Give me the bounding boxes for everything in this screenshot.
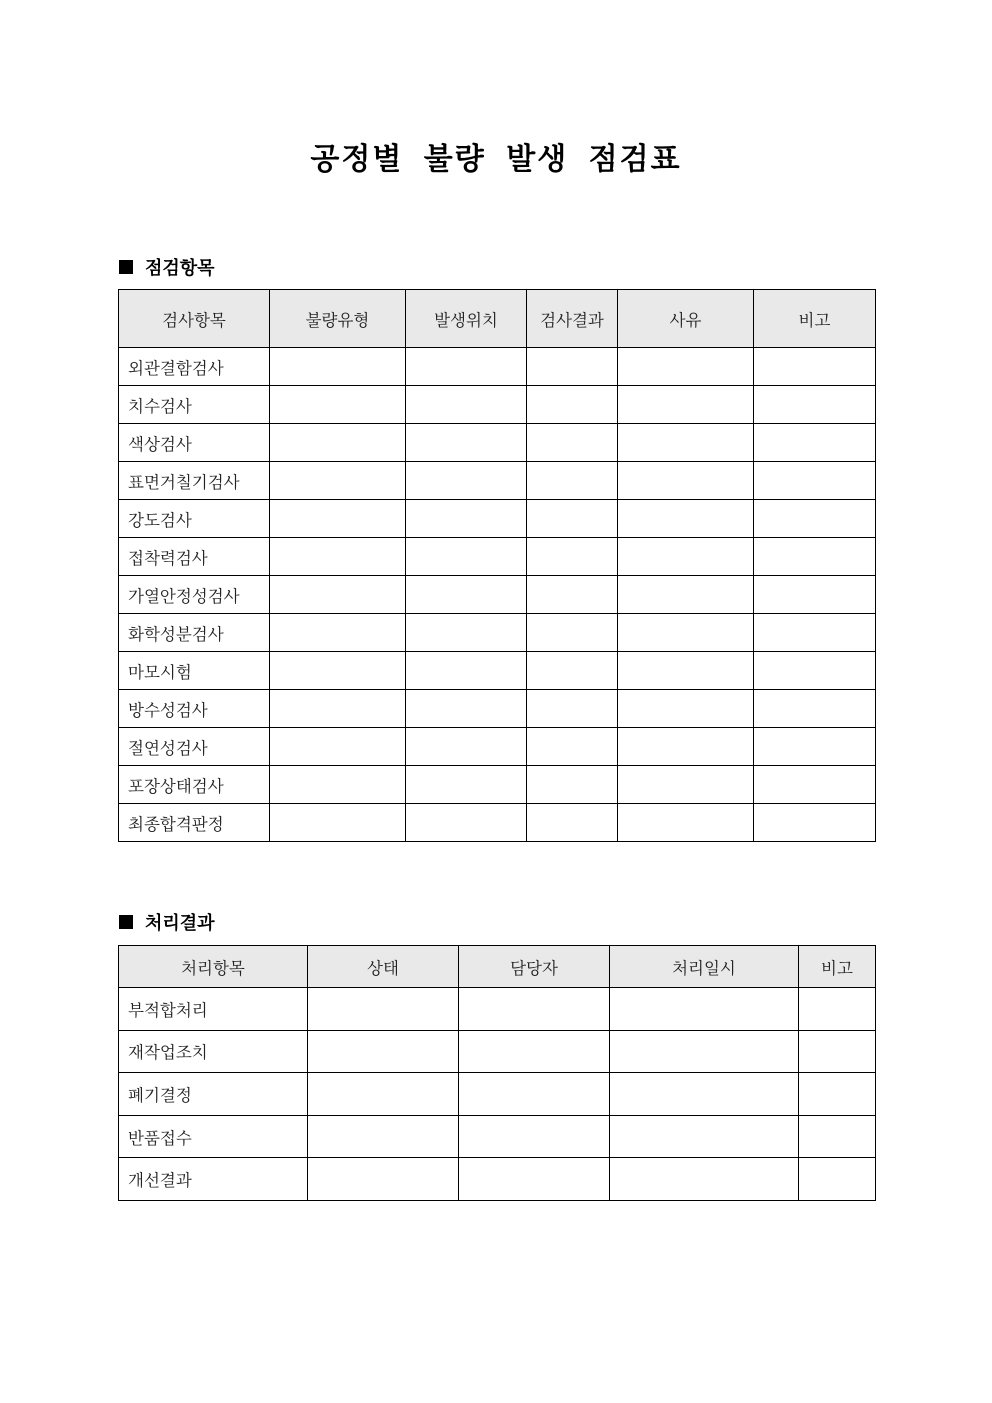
- result-cell[interactable]: [527, 386, 618, 424]
- result-cell[interactable]: [527, 500, 618, 538]
- reason-cell[interactable]: [618, 424, 754, 462]
- col-header-defect-type: 불량유형: [270, 290, 406, 348]
- inspection-item-label: 절연성검사: [119, 728, 270, 766]
- defect-type-cell[interactable]: [270, 424, 406, 462]
- inspection-item-label: 포장상태검사: [119, 766, 270, 804]
- inspection-section-heading: [119, 254, 215, 280]
- owner-cell[interactable]: [459, 1073, 610, 1116]
- table-row: [119, 1030, 876, 1073]
- datetime-cell[interactable]: [610, 1158, 799, 1201]
- process-item-label: 개선결과: [119, 1158, 308, 1201]
- inspection-item-label: 최종합격판정: [119, 804, 270, 842]
- table-row: [119, 614, 876, 652]
- defect-type-cell[interactable]: [270, 728, 406, 766]
- status-cell[interactable]: [308, 1158, 459, 1201]
- note-cell[interactable]: [754, 386, 876, 424]
- note-cell[interactable]: [754, 500, 876, 538]
- status-cell[interactable]: [308, 1115, 459, 1158]
- datetime-cell[interactable]: [610, 988, 799, 1031]
- reason-cell[interactable]: [618, 652, 754, 690]
- result-cell[interactable]: [527, 766, 618, 804]
- inspection-item-label: 접착력검사: [119, 538, 270, 576]
- note-cell[interactable]: [754, 348, 876, 386]
- location-cell[interactable]: [406, 804, 527, 842]
- owner-cell[interactable]: [459, 988, 610, 1031]
- location-cell[interactable]: [406, 462, 527, 500]
- processing-section-heading: [119, 909, 215, 935]
- table-row: [119, 1158, 876, 1201]
- table-row: [119, 652, 876, 690]
- note-cell[interactable]: [754, 766, 876, 804]
- defect-type-cell[interactable]: [270, 500, 406, 538]
- defect-type-cell[interactable]: [270, 614, 406, 652]
- inspection-item-label: 가열안정성검사: [119, 576, 270, 614]
- inspection-item-label: 방수성검사: [119, 690, 270, 728]
- result-cell[interactable]: [527, 538, 618, 576]
- col-header-note: 비고: [754, 290, 876, 348]
- defect-type-cell[interactable]: [270, 766, 406, 804]
- location-cell[interactable]: [406, 690, 527, 728]
- note-cell[interactable]: [754, 462, 876, 500]
- location-cell[interactable]: [406, 576, 527, 614]
- table-row: [119, 576, 876, 614]
- reason-cell[interactable]: [618, 804, 754, 842]
- col-header-status: 상태: [308, 946, 459, 988]
- defect-type-cell[interactable]: [270, 576, 406, 614]
- table-row: [119, 690, 876, 728]
- reason-cell[interactable]: [618, 500, 754, 538]
- note-cell[interactable]: [754, 652, 876, 690]
- reason-cell[interactable]: [618, 462, 754, 500]
- owner-cell[interactable]: [459, 1158, 610, 1201]
- reason-cell[interactable]: [618, 386, 754, 424]
- note-cell[interactable]: [754, 804, 876, 842]
- result-cell[interactable]: [527, 424, 618, 462]
- inspection-table: [118, 289, 876, 842]
- table-row: [119, 500, 876, 538]
- note-cell[interactable]: [754, 614, 876, 652]
- datetime-cell[interactable]: [610, 1115, 799, 1158]
- location-cell[interactable]: [406, 500, 527, 538]
- location-cell[interactable]: [406, 348, 527, 386]
- processing-heading-text: 처리결과: [145, 913, 215, 934]
- note-cell[interactable]: [754, 690, 876, 728]
- table-row: [119, 538, 876, 576]
- reason-cell[interactable]: [618, 614, 754, 652]
- inspection-item-label: 화학성분검사: [119, 614, 270, 652]
- col-header-result: 검사결과: [527, 290, 618, 348]
- reason-cell[interactable]: [618, 766, 754, 804]
- location-cell[interactable]: [406, 652, 527, 690]
- owner-cell[interactable]: [459, 1115, 610, 1158]
- processing-table: [118, 945, 876, 1201]
- inspection-header-row: [119, 290, 876, 348]
- table-row: [119, 348, 876, 386]
- result-cell[interactable]: [527, 614, 618, 652]
- col-header-reason: 사유: [618, 290, 754, 348]
- square-bullet-icon: [119, 260, 133, 274]
- location-cell[interactable]: [406, 424, 527, 462]
- owner-cell[interactable]: [459, 1030, 610, 1073]
- result-cell[interactable]: [527, 348, 618, 386]
- reason-cell[interactable]: [618, 690, 754, 728]
- result-cell[interactable]: [527, 576, 618, 614]
- defect-type-cell[interactable]: [270, 538, 406, 576]
- status-cell[interactable]: [308, 1073, 459, 1116]
- result-cell[interactable]: [527, 462, 618, 500]
- defect-type-cell[interactable]: [270, 690, 406, 728]
- reason-cell[interactable]: [618, 348, 754, 386]
- table-row: [119, 1115, 876, 1158]
- reason-cell[interactable]: [618, 728, 754, 766]
- table-row: [119, 1073, 876, 1116]
- inspection-item-label: 강도검사: [119, 500, 270, 538]
- processing-header-row: [119, 946, 876, 988]
- inspection-heading-text: 점검항목: [145, 258, 215, 279]
- process-item-label: 재작업조치: [119, 1030, 308, 1073]
- note-cell[interactable]: [754, 728, 876, 766]
- status-cell[interactable]: [308, 1030, 459, 1073]
- process-item-label: 폐기결정: [119, 1073, 308, 1116]
- document-title: 공정별 불량 발생 점검표: [310, 142, 682, 177]
- note-cell[interactable]: [799, 988, 876, 1031]
- reason-cell[interactable]: [618, 538, 754, 576]
- defect-type-cell[interactable]: [270, 804, 406, 842]
- note-cell[interactable]: [799, 1158, 876, 1201]
- note-cell[interactable]: [799, 1073, 876, 1116]
- table-row: [119, 462, 876, 500]
- reason-cell[interactable]: [618, 576, 754, 614]
- defect-type-cell[interactable]: [270, 348, 406, 386]
- inspection-item-label: 치수검사: [119, 386, 270, 424]
- table-row: [119, 728, 876, 766]
- table-row: [119, 804, 876, 842]
- defect-type-cell[interactable]: [270, 652, 406, 690]
- inspection-item-label: 표면거칠기검사: [119, 462, 270, 500]
- result-cell[interactable]: [527, 690, 618, 728]
- datetime-cell[interactable]: [610, 1073, 799, 1116]
- inspection-item-label: 색상검사: [119, 424, 270, 462]
- process-item-label: 부적합처리: [119, 988, 308, 1031]
- defect-type-cell[interactable]: [270, 462, 406, 500]
- location-cell[interactable]: [406, 728, 527, 766]
- process-item-label: 반품접수: [119, 1115, 308, 1158]
- result-cell[interactable]: [527, 652, 618, 690]
- result-cell[interactable]: [527, 804, 618, 842]
- note-cell[interactable]: [754, 538, 876, 576]
- table-row: [119, 386, 876, 424]
- col-header-location: 발생위치: [406, 290, 527, 348]
- location-cell[interactable]: [406, 538, 527, 576]
- result-cell[interactable]: [527, 728, 618, 766]
- col-header-datetime: 처리일시: [610, 946, 799, 988]
- note-cell[interactable]: [754, 576, 876, 614]
- table-row: [119, 424, 876, 462]
- note-cell[interactable]: [754, 424, 876, 462]
- col-header-owner: 담당자: [459, 946, 610, 988]
- note-cell[interactable]: [799, 1030, 876, 1073]
- inspection-item-label: 외관결함검사: [119, 348, 270, 386]
- location-cell[interactable]: [406, 766, 527, 804]
- col-header-note: 비고: [799, 946, 876, 988]
- table-row: [119, 988, 876, 1031]
- square-bullet-icon: [119, 915, 133, 929]
- defect-type-cell[interactable]: [270, 386, 406, 424]
- table-row: [119, 766, 876, 804]
- inspection-item-label: 마모시험: [119, 652, 270, 690]
- col-header-process-item: 처리항목: [119, 946, 308, 988]
- col-header-item: 검사항목: [119, 290, 270, 348]
- location-cell[interactable]: [406, 614, 527, 652]
- status-cell[interactable]: [308, 988, 459, 1031]
- location-cell[interactable]: [406, 386, 527, 424]
- note-cell[interactable]: [799, 1115, 876, 1158]
- datetime-cell[interactable]: [610, 1030, 799, 1073]
